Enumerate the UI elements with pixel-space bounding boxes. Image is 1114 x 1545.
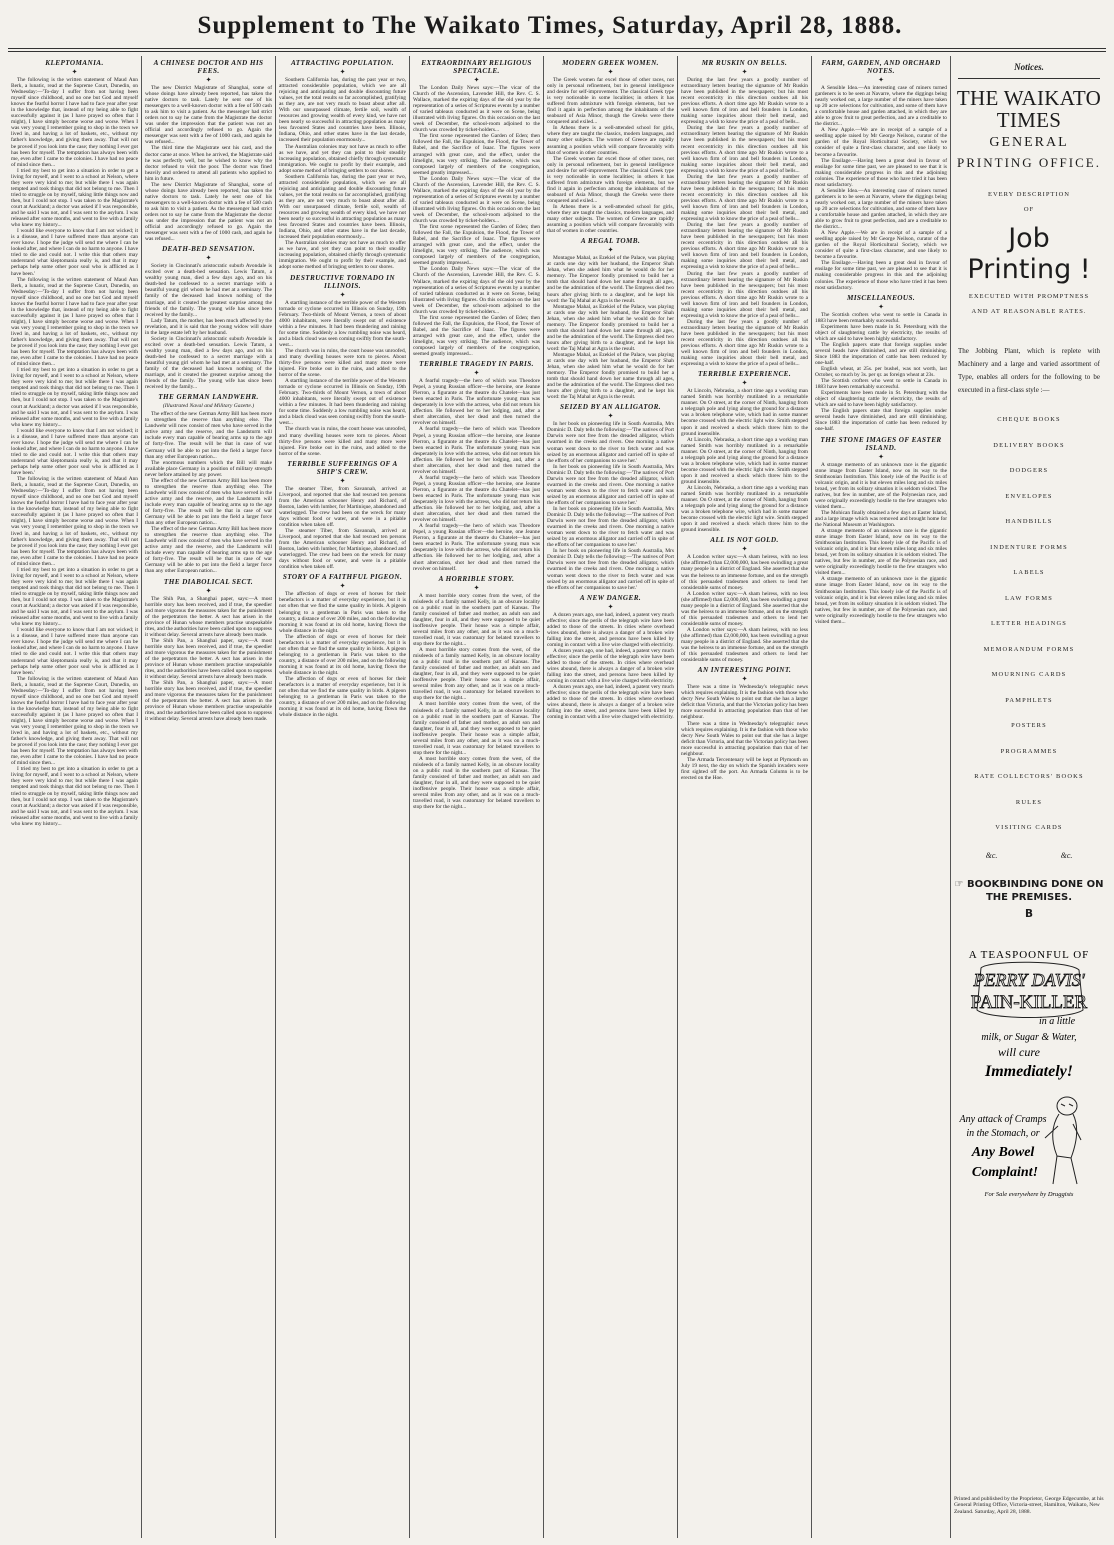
- masthead: [70, 12, 1030, 40]
- ad-line-6: Immediately!: [985, 1062, 1073, 1080]
- bookbinding-notice: [954, 878, 1104, 904]
- of-label: OF: [1023, 206, 1035, 213]
- job-printing-title: Job Printing !: [967, 223, 1091, 285]
- ad-line-7: Any attack of Cramps: [959, 1113, 1047, 1125]
- article-paragraph: The affection of dogs or even of horses for their benefactors is a matter of everyday experience, but it is not often that we find the same quality in birds. A pigeon belonging to a gentleman in Paris was taken to the country, a distance of over 200 miles, and on the following morning it was found at its old home, having flown the whole distance in the night.: [279, 591, 406, 634]
- ad-line-10: Complaint!: [971, 1164, 1039, 1180]
- rule: [958, 78, 1100, 79]
- article-paragraph: Montague Mahal, as Ezekiel of the Palace, was playing at cards one day with her husband, the Emperor Shah Jehan, when she asked him what he would do for her memory. The Emperor fondly promised to build her a tomb that should hand down her name through all ages, and be the admiration of the world. The Empress died two hours after giving birth to a daughter, and he kept his word: the Taj Mahal at Agra is the result.: [547, 303, 674, 352]
- ornament-divider: ✦: [205, 254, 212, 263]
- list-item: RATE COLLECTORS' BOOKS: [974, 773, 1084, 780]
- painkiller-ad-artwork: [959, 946, 1099, 1201]
- article-paragraph: In Athens there is a well-attended school for girls, where they are taught the classics, modern languages, and many other subjects. The women of Greece are rapidly assuming a position which will compare favourably with that of women in other countries.: [547, 203, 674, 235]
- article-heading: MODERN GREEK WOMEN.: [562, 59, 659, 67]
- executed-label: EXECUTED WITH PROMPTNESS: [968, 293, 1090, 300]
- article-heading: TERRIBLE EXPERIENCE.: [697, 370, 792, 379]
- article-heading: THE STONE IMAGES OF EASTER ISLAND.: [820, 435, 942, 452]
- ornament-divider: ✦: [878, 302, 884, 311]
- article-paragraph: Montague Mahal, as Ezekiel of the Palace, was playing at cards one day with her husband, the Emperor Shah Jehan, when she asked him what he would do for her memory. The Emperor fondly promised to build her a tomb that should hand down her name through all ages, and be the admiration of the world. The Empress died two hours after giving birth to a daughter, and he kept his word: the Taj Mahal at Agra is the result.: [547, 255, 674, 304]
- article-paragraph: A strange memento of an unknown race is the gigantic stone image from Easter Island, now on its way to the Smithsonian Institution. This lonely isle of the Pacific is of volcanic origin, and it is but eleven miles long and six miles broad, yet from its solitary situation it is seldom visited. The natives, but few in number, are of the Polynesian race, and were originally exceedingly hostile to the few strangers who visited them...: [815, 528, 947, 577]
- printing-office-label: PRINTING OFFICE.: [957, 155, 1101, 170]
- article-paragraph: The first scene represented the Garden of Eden; then followed the Fall, the Expulsion, the Flood, the Tower of Babel, and the Sacrifice of Isaac. The figures were arranged with great care, and the effect, under the limelight, was very striking. The audience, which was composed largely of members of the congregation, seemed greatly impressed...: [413, 224, 540, 267]
- list-item: ENVELOPES: [1005, 492, 1053, 500]
- list-item: PAMPHLETS: [1005, 696, 1053, 704]
- article-paragraph: The following is the written statement of Maud Ann Berk, a lunatic, read at the Supreme Court, Dunedin, on Wednesday:—'To-day I suffer from not having been myself since childhood, and no one but God and myself knows the fearful horror I have had to face year after year in the knowledge that, instead of my being able to fight successfully against it (as I have prayed so often that I might), I have simply become worse and worse. When I was very young I remember going to shop in the town we lived in, and having a lot of baskets, etc., without my father's knowledge, and giving them away. That will not be proved if you look into the case; they nothing I ever got has been for myself. The temptation has always been with me, even after I came to the colonies. I have had no peace of mind since then...: [11, 476, 138, 567]
- imprint: Printed and published by the Proprietor, George Edgecumbe, at his General Printing Office, Victoria-street, Hamilton, Waikato, New Zealand. Saturday, April 28, 1888.: [954, 1496, 1104, 1515]
- list-item: LAW FORMS: [1005, 594, 1053, 602]
- article-paragraph: There was a time in Wednesday's telegraphic news which requires explaining. It is the fashion with those who decry New South Wales to point out that she has a larger deficit than Victoria, and that the Victorian policy has been more successful in attracting population than that of her neighbour.: [681, 720, 808, 757]
- article-paragraph: The London Daily News says:—The vicar of the Church of the Ascension, Lavender Hill, the Rev. C. S. Wallace, marked the expiring days of the old year by the representation of a series of Scriptures events by a number of varied tableaux conducted as it were on Scene, being illustrated with living figures. On this occasion on the last week of December, the school-room adjoined to the church was crowded by ticket-holders...: [413, 175, 540, 225]
- article-paragraph: Lady Tatum, the mother, has been much affected by the revelation, and it is said that the young widow will share in the large estate left by her husband.: [145, 317, 272, 336]
- article-source: (Illustrated Naval and Military Gazette.): [162, 403, 255, 410]
- article-paragraph: The following is the written statement of Maud Ann Berk, a lunatic, read at the Supreme Court, Dunedin, on Wednesday:—'To-day I suffer from not having been myself since childhood, and no one but God and myself knows the fearful horror I have had to face year after year in the knowledge that, instead of my being able to fight successfully against it (as I have prayed so often that I might), I have simply become worse and worse. When I was very young I remember going to shop in the town we lived in, and having a lot of baskets, etc., without my father's knowledge, and giving them away. That will not be proved if you look into the case; they nothing I ever got has been for myself. The temptation has always been with me, even after I came to the colonies. I have had no peace of mind since then...: [11, 276, 138, 368]
- ornament-divider: ✦: [741, 675, 748, 684]
- article-paragraph: A strange memento of an unknown race is the gigantic stone image from Easter Island, now on its way to the Smithsonian Institution. This lonely isle of the Pacific is of volcanic origin, and it is but eleven miles long and six miles broad, yet from its solitary situation it is seldom visited. The natives, but few in number, are of the Polynesian race, and were originally exceedingly hostile to the few strangers who visited them...: [815, 576, 947, 625]
- article-paragraph: Montague Mahal, as Ezekiel of the Palace, was playing at cards one day with her husband, the Emperor Shah Jehan, when she asked him what he would do for her memory. The Emperor fondly promised to build her a tomb that should hand down her name through all ages, and be the admiration of the world. The Empress died two hours after giving birth to a daughter, and he kept his word: the Taj Mahal at Agra is the result.: [547, 351, 674, 401]
- article-paragraph: The first scene represented the Garden of Eden; then followed the Fall, the Expulsion, the Flood, the Tower of Babel, and the Sacrifice of Isaac. The figures were arranged with great care, and the effect, under the limelight, was very striking. The audience, which was composed largely of members of the congregation, seemed greatly impressed...: [413, 314, 540, 358]
- article-paragraph: In her book on pioneering life in South Australia, Mrs Dominic D. Daly tells the following:—'The natives of Port Darwin were not free from the dreaded alligator, which swarmed in the creeks and rivers. One morning a native woman went down to the river to fetch water and was seized by an enormous alligator and carried off in spite of the efforts of her companions to save her.': [547, 548, 674, 591]
- job-items-list: [954, 407, 1104, 841]
- column-7: [812, 56, 950, 1538]
- article-paragraph: The English papers state that foreign supplies under several heads have diminished, and are still diminishing. Since 1883 the importation of cattle has been reduced by one-half.: [815, 408, 947, 433]
- article-paragraph: The Scottish crofters who went to settle in Canada in 1883 have been remarkably successful.: [815, 378, 947, 391]
- etc-label: &c.: [1060, 850, 1073, 860]
- article-paragraph: Experiments have been made in St. Petersburg with the object of slaughtering cattle by electricity, the results of which are said to have been highly satisfactory.: [815, 323, 947, 342]
- article-paragraph: The Shih Pan, a Shanghai paper, says:—A most horrible story has been received, and if true, the speedier and more vigorous the measures taken for the punishment of the perpetrators the better. A sect has arisen in the province of Hunan whose members practise unspeakable rites, and the authorities have been called upon to suppress it without delay. Several arrests have already been made.: [145, 680, 272, 723]
- article-paragraph: A strange memento of an unknown race is the gigantic stone image from Easter Island, now on its way to the Smithsonian Institution. This lonely isle of the Pacific is of volcanic origin, and it is but eleven miles long and six miles broad, yet from its solitary situation it is seldom visited. The natives, but few in number, are of the Polynesian race, and were originally exceedingly hostile to the few strangers who visited them...: [815, 461, 947, 510]
- article-paragraph: During the last few years a goodly number of extraordinary letters bearing the signature of Mr Ruskin have been published in the newspapers; but his most recent eccentricity in this direction outdoes all his previous efforts. A short time ago Mr Ruskin wrote to a well known firm of iron and bell founders in London, making some inquiries about their bell metal, and expressing a wish to know the price of a peal of bells...: [681, 270, 808, 319]
- article-paragraph: There was a time in Wednesday's telegraphic news which requires explaining. It is the fashion with those who decry New South Wales to point out that she has a larger deficit than Victoria, and that the Victorian policy has been more successful in attracting population than that of her neighbour.: [681, 684, 808, 721]
- ornament-divider: ✦: [607, 412, 614, 421]
- ad-line-5: will cure: [998, 1044, 1040, 1059]
- article-paragraph: The affection of dogs or even of horses for their benefactors is a matter of everyday experience, but it is not often that we find the same quality in birds. A pigeon belonging to a gentleman in Paris was taken to the country, a distance of over 200 miles, and on the following morning it was found at its old home, having flown the whole distance in the night.: [279, 633, 406, 676]
- article-paragraph: The Scottish crofters who went to settle in Canada in 1883 have been remarkably successful.: [815, 311, 947, 324]
- article-paragraph: During the last few years a goodly number of extraordinary letters bearing the signature of Mr Ruskin have been published in the newspapers; but his most recent eccentricity in this direction outdoes all his previous efforts. A short time ago Mr Ruskin wrote to a well known firm of iron and bell founders in London, making some inquiries about their bell metal, and expressing a wish to know the price of a peal of bells...: [681, 77, 808, 126]
- article-paragraph: A Sensible Idea.—An interesting case of miners turned gardeners is to be seen at Navarre, where the diggings being nearly worked out, a large number of the miners have taken up 20 acre selections for cultivation, and some of them have a comfortable house and garden attached, in which they are able to grow fruit to great perfection, and are a creditable to the district...: [815, 85, 947, 128]
- doubled-over-man-illustration: [1045, 1097, 1081, 1184]
- article-heading: MR RUSKIN ON BELLS.: [701, 59, 788, 67]
- ornament-divider: ✦: [878, 452, 884, 461]
- ornament-divider: ✦: [473, 583, 480, 592]
- article-paragraph: I tried my best to get into a situation in order to get a living for myself, and I went to a school at Nelson, where they were very kind to me; but while there I was again tempted and took things that did not belong to me. Then I tried to struggle on by myself, taking little things now and then, but I could not stop. I was taken to the Magistrate's court at Auckland; a doctor was asked if I was responsible, and he said I was not, and I was sent to the asylum. I was released after some months, and went to live with a family who knew my history...: [11, 167, 138, 229]
- article-paragraph: The church was in ruins, the court house was unroofed, and many dwelling houses were torn to pieces. About thirty-five persons were killed and many more were injured. Fire broke out in the ruins, and added to the horror of the scene.: [279, 426, 406, 457]
- column-2: [142, 56, 275, 1538]
- ornament-divider: ✦: [607, 68, 614, 76]
- article-paragraph: The Ensilage.—Having been a great deal in favour of ensilage for some time past, we are pleased to see that it is making considerable progress in this and the adjoining colonies. The experience of those who have tried it has been most satisfactory.: [815, 157, 947, 188]
- ornament-divider: ✦: [339, 290, 346, 299]
- article-paragraph: At Lincoln, Nebraska, a short time ago a working man named Smith was horribly mutilated in a remarkable manner. On O street, at the corner of Ninth, hanging from a telegraph pole and lying along the ground for a distance was a broken telephone wire, which had in some manner become crossed with the electric light wire. Smith stepped upon it and received a shock which threw him to the ground insensible.: [681, 485, 808, 534]
- article-paragraph: A London writer says:—A sham heiress, with no less (she affirmed) than £2,000,000, has been swindling a great many people in a district of England. She asserted that she was the heiress to an immense fortune, and on the strength of this persuaded tradesmen and others to lend her considerable sums of money.: [681, 554, 808, 591]
- newspaper-name: THE WAIKATO TIMES: [956, 86, 1102, 132]
- article-paragraph: The effect of the new German Army Bill has been more to strengthen the reserve than anything else. The Landwehr will now consist of men who have served in the active army and the reserve, and the Landsturm will include every man capable of bearing arms up to the age of forty-five. The result will be that in case of war Germany will be able to put into the field a larger force than any other European nation...: [145, 411, 272, 460]
- article-heading: TERRIBLE SUFFERINGS OF A SHIP'S CREW.: [287, 459, 398, 476]
- article-paragraph: In her book on pioneering life in South Australia, Mrs Dominic D. Daly tells the following:—'The natives of Port Darwin were not free from the dreaded alligator, which swarmed in the creeks and rivers. One morning a native woman went down to the river to fetch water and was seized by an enormous alligator and carried off in spite of the efforts of her companions to save her.': [547, 421, 674, 464]
- article-paragraph: A startling instance of the terrible power of the Western tornado or cyclone occurred in Illinois on Sunday, 19th February. Two-thirds of Mount Vernon, a town of about 4000 inhabitants, were literally swept out of existence within a few minutes. It had been thundering and raining for some time. Suddenly a low rumbling noise was heard, and a black cloud was seen coming swiftly from the south-west...: [279, 378, 406, 427]
- article-paragraph: The steamer Tiber, from Savannah, arrived at Liverpool, and reported that she had rescued ten persons from the American schooner Henry and Richard, of Boston, laden with lumber, for Martinique, abandoned and waterlogged. The crew had been on the wreck for many days without food or water, and were in a pitiable condition when taken off.: [279, 528, 406, 571]
- ornament-divider: ✦: [741, 379, 748, 388]
- article-heading: FARM, GARDEN, AND ORCHARD NOTES.: [821, 59, 941, 75]
- ad-line-8: in the Stomach, or: [966, 1127, 1040, 1139]
- masthead-rule: [8, 48, 1106, 49]
- column-5: [544, 56, 677, 1538]
- article-heading: DEATH-BED SENSATION.: [161, 245, 256, 254]
- article-paragraph: I would like everyone to know that I am not wicked; it is a disease, and I have suffered more than anyone can ever know. I hope the judge will send me where I can be looked after, and where I can do no harm to anyone. I have tried to die and could not. I write this that others may understand what kleptomania really is, and that it may perhaps help some other poor soul who is afflicted as I have been.': [11, 427, 139, 477]
- bookbinding-text: BOOKBINDING DONE ON THE PREMISES.: [966, 878, 1104, 903]
- article-paragraph: The Australian colonies may not have as much to offer as we have, and yet they can point to their steadily increasing population, obtained chiefly through systematic immigration. We ought to profit by their example, and adopt some method of bringing settlers to our shores.: [279, 240, 406, 271]
- article-paragraph: A fearful tragedy—the hero of which was Theodore Pepel, a young Russian officer—the heroine, one Jeanne Pierron, a figurante at the theatre du Chatelet—has just been enacted in Paris. The unfortunate young man was desperately in love with the actress, who did not return his affection. He followed her to her lodging, and, after a short altercation, shot her dead and then turned the revolver on himself.: [413, 426, 540, 475]
- article-paragraph: The church was in ruins, the court house was unroofed, and many dwelling houses were torn to pieces. About thirty-five persons were killed and many more were injured. Fire broke out in the ruins, and added to the horror of the scene.: [279, 347, 406, 379]
- article-paragraph: During the last few years a goodly number of extraordinary letters bearing the signature of Mr Ruskin have been published in the newspapers; but his most recent eccentricity in this direction outdoes all his previous efforts. A short time ago Mr Ruskin wrote to a well known firm of iron and bell founders in London, making some inquiries about their bell metal, and expressing a wish to know the price of a peal of bells...: [681, 173, 808, 223]
- article-paragraph: Southern California has, during the past year or two, attracted considerable population, which we are all rejoicing and anticipating and double discounting future values, yet the total results so far accomplished, gratifying as they are, are not very much to boast about after all. With our unsurpassed climate, fertile soil, wealth of resources and growing wealth of every kind, we have not been nearly so successful in attracting population as many less favoured States and countries have been. Illinois, Indiana, Ohio, and other states have in the last decade, increased their population enormously...: [279, 173, 406, 241]
- ornament-divider: ✦: [473, 76, 480, 84]
- ornament-divider: ✦: [741, 545, 748, 554]
- article-paragraph: English wheat, at 25s. per bushel, was not worth, last October, so much by 3s. per qr. as foreign wheat at 23s.: [815, 366, 947, 379]
- article-paragraph: I would like everyone to know that I am not wicked; it is a disease, and I have suffered more than anyone can ever know. I hope the judge will send me where I can be looked after, and where I can do no harm to anyone. I have tried to die and could not. I write this that others may understand what kleptomania really is, and that it may perhaps help some other poor soul who is afflicted as I have been.': [11, 627, 139, 676]
- article-paragraph: I tried my best to get into a situation in order to get a living for myself, and I went to a school at Nelson, where they were very kind to me; but while there I was again tempted and took things that did not belong to me. Then I tried to struggle on by myself, taking little things now and then, but I could not stop. I was taken to the Magistrate's court at Auckland; a doctor was asked if I was responsible, and he said I was not, and I was sent to the asylum. I was released after some months, and went to live with a family who knew my history...: [11, 367, 138, 428]
- masthead-rule-2: [8, 51, 1106, 52]
- column-divider: [950, 56, 951, 1538]
- article-heading: A HORRIBLE STORY.: [438, 574, 515, 583]
- list-item: MEMORANDUM FORMS: [983, 645, 1075, 653]
- article-paragraph: A Sensible Idea.—An interesting case of miners turned gardeners is to be seen at Navarre, where the diggings being nearly worked out, a large number of the miners have taken up 20 acre selections for cultivation, and some of them have a comfortable house and garden attached, in which they are able to grow fruit to great perfection, and are a creditable to the district...: [815, 187, 947, 231]
- article-heading: THE DIABOLICAL SECT.: [163, 577, 254, 586]
- article-paragraph: The Greek women far excel those of other races, not only in personal refinement, but in general intelligence and desire for self-improvement. The classical Greek type is very noticeable in some localities; in others it has suffered from admixture with foreign elements, but we find it again in perfection among the inhabitants of the seaboard of Asia Minor, though the Greeks were there conquered and exiled...: [547, 155, 674, 204]
- list-item: CHEQUE BOOKS: [997, 416, 1061, 423]
- article-paragraph: The Ensilage.—Having been a great deal in favour of ensilage for some time past, we are pleased to see that it is making considerable progress in this and the adjoining colonies. The experience of those who have tried it has been most satisfactory.: [815, 260, 947, 291]
- article-paragraph: The Mohican finally obtained a few days at Easter Island, and a large image which was removed and brought home for the National Museum at Washington.: [815, 509, 947, 528]
- article-heading: EXTRAORDINARY RELIGIOUS SPECTACLE.: [421, 59, 532, 75]
- article-paragraph: A fearful tragedy—the hero of which was Theodore Pepel, a young Russian officer—the heroine, one Jeanne Pierron, a figurante at the theatre du Chatelet—has just been enacted in Paris. The unfortunate young man was desperately in love with the actress, who did not return his affection. He followed her to her lodging, and, after a short altercation, shot her dead and then turned the revolver on himself.: [413, 523, 540, 572]
- article-paragraph: A fearful tragedy—the hero of which was Theodore Pepel, a young Russian officer—the heroine, one Jeanne Pierron, a figurante at the theatre du Chatelet—has just been enacted in Paris. The unfortunate young man was desperately in love with the actress, who did not return his affection. He followed her to her lodging, and, after a short altercation, shot her dead and then turned the revolver on himself.: [413, 378, 540, 427]
- list-item: DELIVERY BOOKS: [993, 441, 1065, 449]
- article-paragraph: The Greek women far excel those of other races, not only in personal refinement, but in general intelligence and desire for self-improvement. The classical Greek type is very noticeable in some localities; in others it has suffered from admixture with foreign elements, but we find it again in perfection among the inhabitants of the seaboard of Asia Minor, though the Greeks were there conquered and exiled...: [547, 77, 674, 126]
- list-item: PROGRAMMES: [1000, 747, 1058, 755]
- article-paragraph: Society in Cincinnati's aristocratic suburb Avondale is excited over a death-bed sensation. Lewis Tatum, a wealthy young man, died a few days ago, and on his death-bed he confessed to a secret marriage with a beautiful young girl whom he had met at a seminary. The family of the deceased had known nothing of the marriage, and it created the greatest surprise among the friends of the family. The young wife has since been received by the family...: [145, 335, 272, 391]
- ornament-divider: ✦: [205, 76, 212, 84]
- article-heading: TERRIBLE TRAGEDY IN PARIS.: [419, 360, 534, 369]
- article-paragraph: The Shih Pan, a Shanghai paper, says:—A most horrible story has been received, and if true, the speedier and more vigorous the measures taken for the punishment of the perpetrators the better. A sect has arisen in the province of Hunan whose members practise unspeakable rites, and the authorities have been called upon to suppress it without delay. Several arrests have already been made.: [145, 637, 272, 681]
- article-heading: AN INTERESTING POINT.: [697, 666, 792, 675]
- list-item: LETTER HEADINGS: [990, 620, 1068, 627]
- article-paragraph: The following is the written statement of Maud Ann Berk, a lunatic, read at the Supreme Court, Dunedin, on Wednesday:—'To-day I suffer from not having been myself since childhood, and no one but God and myself knows the fearful horror I have had to face year after year in the knowledge that, instead of my being able to fight successfully against it (as I have prayed so often that I might), I have simply become worse and worse. When I was very young I remember going to shop in the town we lived in, and having a lot of baskets, etc., without my father's knowledge, and giving them away. That will not be proved if you look into the case; they nothing I ever got has been for myself. The temptation has always been with me, even after I came to the colonies. I have had no peace of mind since then...: [11, 675, 138, 767]
- article-heading: ALL IS NOT GOLD.: [710, 536, 779, 545]
- article-heading: A CHINESE DOCTOR AND HIS FEES.: [153, 59, 264, 75]
- list-item: RULES: [1015, 798, 1043, 806]
- article-paragraph: The Shih Pan, a Shanghai paper, says:—A most horrible story has been received, and if true, the speedier and more vigorous the measures taken for the punishment of the perpetrators the better. A sect has arisen in the province of Hunan whose members practise unspeakable rites, and the authorities have been called upon to suppress it without delay. Several arrests have already been made.: [145, 595, 272, 638]
- article-paragraph: The Armada Tercentenary will be kept at Plymouth on July 19 next, the day on which the Spanish invaders were first sighted off the port. An Armada Column is to be erected on the Hoe.: [681, 756, 808, 781]
- rates-label: AND AT REASONABLE RATES.: [971, 308, 1087, 315]
- article-heading: A REGAL TOMB.: [580, 237, 641, 246]
- article-paragraph: The third time the Magistrate sent his card, and the doctor came at once. When he arrived, the Magistrate said he was perfectly well, but he wished to know why the doctor refused to visit the poor. The doctor was fined heavily and ordered to attend all patients who applied to him in future.: [145, 145, 272, 182]
- article-paragraph: During the last few years a goodly number of extraordinary letters bearing the signature of Mr Ruskin have been published in the newspapers; but his most recent eccentricity in this direction outdoes all his previous efforts. A short time ago Mr Ruskin wrote to a well known firm of iron and bell founders in London, making some inquiries about their bell metal, and expressing a wish to know the price of a peal of bells...: [681, 222, 808, 271]
- ornament-divider: ✦: [339, 68, 346, 76]
- column-3: [276, 56, 409, 1538]
- article-paragraph: The new District Magistrate of Shanghai, some of whose doings have already been reported, has taken the native doctors to task. Lately he sent one of his messengers to a well-known doctor with a fee of 500 cash to ask him to visit a patient. As the messenger had strict orders not to say he came from the Magistrate the doctor was under the impression that the patient was not an official and accordingly refused to go. Again the messenger was sent with a fee of 1000 cash, and again he was refused...: [145, 85, 272, 146]
- article-heading: STORY OF A FAITHFUL PIGEON.: [282, 573, 403, 582]
- list-item: HANDBILLS: [1005, 518, 1053, 525]
- article-paragraph: A dozen years ago, one had, indeed, a patent very much effective; since the perils of the telegraph wire have been added to those of the streets. In cities where overhead wires abound, there is always a danger of a broken wire falling into the street, and persons have been killed by coming in contact with a live wire charged with electricity.: [547, 611, 674, 648]
- ornament-divider: ✦: [71, 68, 78, 76]
- article-paragraph: A fearful tragedy—the hero of which was Theodore Pepel, a young Russian officer—the heroine, one Jeanne Pierron, a figurante at the theatre du Chatelet—has just been enacted in Paris. The unfortunate young man was desperately in love with the actress, who did not return his affection. He followed her to her lodging, and, after a short altercation, shot her dead and then turned the revolver on himself.: [413, 474, 540, 524]
- article-paragraph: The London Daily News says:—The vicar of the Church of the Ascension, Lavender Hill, the Rev. C. S. Wallace, marked the expiring days of the old year by the representation of a series of Scriptures events by a number of varied tableaux conducted as it were on Scene, being illustrated with living figures. On this occasion on the last week of December, the school-room adjoined to the church was crowded by ticket-holders...: [413, 266, 540, 315]
- ornament-divider: ✦: [741, 68, 748, 76]
- article-paragraph: The new District Magistrate of Shanghai, some of whose doings have already been reported, has taken the native doctors to task. Lately he sent one of his messengers to a well-known doctor with a fee of 500 cash to ask him to visit a patient. As the messenger had strict orders not to say he came from the Magistrate the doctor was under the impression that the patient was not an official and accordingly refused to go. Again the messenger was sent with a fee of 1000 cash, and again he was refused...: [145, 181, 272, 243]
- article-paragraph: A London writer says:—A sham heiress, with no less (she affirmed) than £2,000,000, has been swindling a great many people in a district of England. She asserted that she was the heiress to an immense fortune, and on the strength of this persuaded tradesmen and others to lend her considerable sums of money.: [681, 626, 808, 664]
- list-item: VISITING CARDS: [995, 824, 1063, 831]
- ad-line-1: A TEASPOONFUL OF: [968, 948, 1090, 961]
- article-paragraph: In her book on pioneering life in South Australia, Mrs Dominic D. Daly tells the following:—'The natives of Port Darwin were not free from the dreaded alligator, which swarmed in the creeks and rivers. One morning a native woman went down to the river to fetch water and was seized by an enormous alligator and carried off in spite of the efforts of her companions to save her.': [547, 463, 674, 506]
- article-paragraph: In her book on pioneering life in South Australia, Mrs Dominic D. Daly tells the following:—'The natives of Port Darwin were not free from the dreaded alligator, which swarmed in the creeks and rivers. One morning a native woman went down to the river to fetch water and was seized by an enormous alligator and carried off in spite of the efforts of her companions to save her.': [547, 506, 674, 549]
- ad-brand-1: PERRY DAVIS': [973, 969, 1085, 990]
- article-heading: DESTRUCTIVE TORNADO IN ILLINOIS.: [290, 273, 395, 290]
- article-paragraph: The first scene represented the Garden of Eden; then followed the Fall, the Expulsion, the Flood, the Tower of Babel, and the Sacrifice of Isaac. The figures were arranged with great care, and the effect, under the limelight, was very striking. The audience, which was composed largely of members of the congregation, seemed greatly impressed...: [413, 133, 540, 176]
- jobbing-plant-description: The Jobbing Plant, which is replete with Machinery and a large and varied assortment of Type, enables all orders for the following to be executed in a first-class style :—: [958, 347, 1100, 394]
- article-paragraph: A London writer says:—A sham heiress, with no less (she affirmed) than £2,000,000, has been swindling a great many people in a district of England. She asserted that she was the heiress to an immense fortune, and on the strength of this persuaded tradesmen and others to lend her considerable sums of money.: [681, 590, 808, 627]
- article-paragraph: A most horrible story comes from the west, of the misdeeds of a family named Kelly, in an obscure locality on a public road in the southern part of Kansas. The family consisted of father and mother, an adult son and daughter, four in all, and they were supposed to be quiet inoffensive people. Their house was a simple affair, several miles from any other, and as it was on a much-travelled road, it was customary for belated travellers to stop there for the night...: [413, 592, 540, 647]
- article-paragraph: The English papers state that foreign supplies under several heads have diminished, and are still diminishing. Since 1883 the importation of cattle has been reduced by one-half.: [815, 341, 947, 366]
- ornament-divider: ✦: [607, 246, 614, 255]
- article-paragraph: The effect of the new German Army Bill has been more to strengthen the reserve than anything else. The Landwehr will now consist of men who have served in the active army and the reserve, and the Landsturm will include every man capable of bearing arms up to the age of forty-five. The result will be that in case of war Germany will be able to put into the field a larger force than any other European nation...: [145, 526, 272, 575]
- bookbinding-b: B: [1024, 907, 1033, 920]
- ad-line-3: in a little: [1038, 1015, 1076, 1027]
- article-paragraph: The Australian colonies may not have as much to offer as we have, and yet they can point to their steadily increasing population, obtained chiefly through systematic immigration. We ought to profit by their example, and adopt some method of bringing settlers to our shores.: [279, 143, 406, 174]
- article-paragraph: Experiments have been made in St. Petersburg with the object of slaughtering cattle by electricity, the results of which are said to have been highly satisfactory.: [815, 390, 947, 409]
- article-paragraph: The enormous numbers which the Bill will make available place Germany in a position of military strength never before attained by any power.: [145, 459, 272, 478]
- article-paragraph: During the last few years a goodly number of extraordinary letters bearing the signature of Mr Ruskin have been published in the newspapers; but his most recent eccentricity in this direction outdoes all his previous efforts. A short time ago Mr Ruskin wrote to a well known firm of iron and bell founders in London, making some inquiries about their bell metal, and expressing a wish to know the price of a peal of bells...: [681, 318, 808, 368]
- article-heading: SEIZED BY AN ALLIGATOR.: [560, 403, 661, 412]
- ad-line-4: milk, or Sugar & Water,: [981, 1031, 1077, 1043]
- every-description: EVERY DESCRIPTION: [988, 191, 1070, 198]
- list-item: LABELS: [1013, 569, 1045, 576]
- article-paragraph: A most horrible story comes from the west, of the misdeeds of a family named Kelly, in an obscure locality on a public road in the southern part of Kansas. The family consisted of father and mother, an adult son and daughter, four in all, and they were supposed to be quiet inoffensive people. Their house was a simple affair, several miles from any other, and as it was on a much-travelled road, it was customary for belated travellers to stop there for the night...: [413, 701, 540, 756]
- list-item: INDENTURE FORMS: [990, 543, 1068, 551]
- article-paragraph: A most horrible story comes from the west, of the misdeeds of a family named Kelly, in an obscure locality on a public road in the southern part of Kansas. The family consisted of father and mother, an adult son and daughter, four in all, and they were supposed to be quiet inoffensive people. Their house was a simple affair, several miles from any other, and as it was on a much-travelled road, it was customary for belated travellers to stop there for the night...: [413, 647, 540, 702]
- article-paragraph: The affection of dogs or even of horses for their benefactors is a matter of everyday experience, but it is not often that we find the same quality in birds. A pigeon belonging to a gentleman in Paris was taken to the country, a distance of over 200 miles, and on the following morning it was found at its old home, having flown the whole distance in the night.: [279, 676, 406, 719]
- article-paragraph: I tried my best to get into a situation in order to get a living for myself, and I went to a school at Nelson, where they were very kind to me; but while there I was again tempted and took things that did not belong to me. Then I tried to struggle on by myself, taking little things now and then, but I could not stop. I was taken to the Magistrate's court at Auckland; a doctor was asked if I was responsible, and he said I was not, and I was sent to the asylum. I was released after some months, and went to live with a family who knew my history...: [11, 566, 138, 628]
- article-paragraph: A dozen years ago, one had, indeed, a patent very much effective; since the perils of the telegraph wire have been added to those of the streets. In cities where overhead wires abound, there is always a danger of a broken wire falling into the street, and persons have been killed by coming in contact with a live wire charged with electricity.: [547, 647, 674, 685]
- column-1: [8, 56, 141, 1538]
- ornament-divider: ✦: [607, 602, 614, 611]
- article-paragraph: A New Apple.—We are in receipt of a sample of a seedling apple raised by Mr George Neilson, curator of the garden of the Royal Horticultural Society, which we consider of quite a first-class character, and one likely to become a favourite.: [815, 127, 947, 158]
- ornament-divider: ✦: [205, 586, 212, 595]
- article-heading: THE GERMAN LANDWEHR.: [158, 393, 259, 402]
- article-paragraph: The following is the written statement of Maud Ann Berk, a lunatic, read at the Supreme Court, Dunedin, on Wednesday:—'To-day I suffer from not having been myself since childhood, and no one but God and myself knows the fearful horror I have had to face year after year in the knowledge that, instead of my being able to fight successfully against it (as I have prayed so often that I might), I have simply become worse and worse. When I was very young I remember going to shop in the town we lived in, and having a lot of baskets, etc., without my father's knowledge, and giving them away. That will not be proved if you look into the case; they nothing I ever got has been for myself. The temptation has always been with me, even after I came to the colonies. I have had no peace of mind since then...: [11, 77, 138, 168]
- article-heading: MISCELLANEOUS.: [846, 293, 916, 302]
- article-paragraph: Southern California has, during the past year or two, attracted considerable population, which we are all rejoicing and anticipating and double discounting future values, yet the total results so far accomplished, gratifying as they are, are not very much to boast about after all. With our unsurpassed climate, fertile soil, wealth of resources and growing wealth of every kind, we have not been nearly so successful in attracting population as many less favoured States and countries have been. Illinois, Indiana, Ohio, and other states have in the last decade, increased their population enormously...: [279, 77, 406, 144]
- article-paragraph: The London Daily News says:—The vicar of the Church of the Ascension, Lavender Hill, the Rev. C. S. Wallace, marked the expiring days of the old year by the representation of a series of Scriptures events by a number of varied tableaux conducted as it were on Scene, being illustrated with living figures. On this occasion on the last week of December, the school-room adjoined to the church was crowded by ticket-holders...: [413, 85, 540, 134]
- article-paragraph: Society in Cincinnati's aristocratic suburb Avondale is excited over a death-bed sensation. Lewis Tatum, a wealthy young man, died a few days ago, and on his death-bed he confessed to a secret marriage with a beautiful young girl whom he had met at a seminary. The family of the deceased had known nothing of the marriage, and it created the greatest surprise among the friends of the family. The young wife has since been received by the family...: [145, 263, 272, 318]
- article-paragraph: In Athens there is a well-attended school for girls, where they are taught the classics, modern languages, and many other subjects. The women of Greece are rapidly assuming a position which will compare favourably with that of women in other countries.: [547, 125, 674, 156]
- etc-label: &c.: [985, 850, 998, 860]
- article-paragraph: A most horrible story comes from the west, of the misdeeds of a family named Kelly, in an obscure locality on a public road in the southern part of Kansas. The family consisted of father and mother, an adult son and daughter, four in all, and they were supposed to be quiet inoffensive people. Their house was a simple affair, several miles from any other, and as it was on a much-travelled road, it was customary for belated travellers to stop there for the night...: [413, 755, 540, 811]
- ornament-divider: ✦: [339, 476, 346, 485]
- ornament-divider: ✦: [473, 369, 480, 378]
- ad-sale-line: For Sale everywhere by Druggists: [984, 1190, 1074, 1198]
- page-title: Supplement to The Waikato Times, Saturday, April 28, 1888.: [197, 12, 903, 39]
- article-paragraph: The steamer Tiber, from Savannah, arrived at Liverpool, and reported that she had rescued ten persons from the American schooner Henry and Richard, of Boston, laden with lumber, for Martinique, abandoned and waterlogged. The crew had been on the wreck for many days without food or water, and were in a pitiable condition when taken off.: [279, 485, 406, 528]
- column-6: [678, 56, 811, 1538]
- article-paragraph: I tried my best to get into a situation in order to get a living for myself, and I went to a school at Nelson, where they were very kind to me; but while there I was again tempted and took things that did not belong to me. Then I tried to struggle on by myself, taking little things now and then, but I could not stop. I was taken to the Magistrate's court at Auckland; a doctor was asked if I was responsible, and he said I was not, and I was sent to the asylum. I was released after some months, and went to live with a family who knew my history...: [11, 766, 138, 827]
- article-heading: KLEPTOMANIA.: [45, 59, 104, 67]
- ad-brand-2: PAIN-KILLER: [970, 991, 1088, 1013]
- article-paragraph: During the last few years a goodly number of extraordinary letters bearing the signature of Mr Ruskin have been published in the newspapers; but his most recent eccentricity in this direction outdoes all his previous efforts. A short time ago Mr Ruskin wrote to a well known firm of iron and bell founders in London, making some inquiries about their bell metal, and expressing a wish to know the price of a peal of bells...: [681, 125, 808, 174]
- pointing-hand-icon: ☞: [954, 878, 964, 890]
- article-paragraph: At Lincoln, Nebraska, a short time ago a working man named Smith was horribly mutilated in a remarkable manner. On O street, at the corner of Ninth, hanging from a telegraph pole and lying along the ground for a distance was a broken telephone wire, which had in some manner become crossed with the electric light wire. Smith stepped upon it and received a shock which threw him to the ground insensible.: [681, 388, 808, 437]
- article-paragraph: I would like everyone to know that I am not wicked; it is a disease, and I have suffered more than anyone can ever know. I hope the judge will send me where I can be looked after, and where I can do no harm to anyone. I have tried to die and could not. I write this that others may understand what kleptomania really is, and that it may perhaps help some other poor soul who is afflicted as I have been.': [11, 228, 139, 277]
- notices-column: [954, 56, 1104, 1538]
- article-paragraph: The effect of the new German Army Bill has been more to strengthen the reserve than anything else. The Landwehr will now consist of men who have served in the active army and the reserve, and the Landsturm will include every man capable of bearing arms up to the age of forty-five. The result will be that in case of war Germany will be able to put into the field a larger force than any other European nation...: [145, 477, 272, 527]
- article-paragraph: A New Apple.—We are in receipt of a sample of a seedling apple raised by Mr George Neilson, curator of the garden of the Royal Horticultural Society, which we consider of quite a first-class character, and one likely to become a favourite.: [815, 230, 947, 261]
- article-heading: ATTRACTING POPULATION.: [290, 59, 395, 67]
- list-item: POSTERS: [1011, 722, 1047, 729]
- list-item: MOURNING CARDS: [991, 671, 1067, 678]
- ornament-divider: ✦: [339, 582, 346, 591]
- article-paragraph: At Lincoln, Nebraska, a short time ago a working man named Smith was horribly mutilated in a remarkable manner. On O street, at the corner of Ninth, hanging from a telegraph pole and lying along the ground for a distance was a broken telephone wire, which had in some manner become crossed with the electric light wire. Smith stepped upon it and received a shock which threw him to the ground insensible.: [681, 436, 808, 485]
- painkiller-advertisement: [959, 946, 1099, 1201]
- ornament-divider: ✦: [878, 76, 884, 84]
- article-heading: A NEW DANGER.: [579, 593, 642, 602]
- article-paragraph: A dozen years ago, one had, indeed, a patent very much effective; since the perils of the telegraph wire have been added to those of the streets. In cities where overhead wires abound, there is always a danger of a broken wire falling into the street, and persons have been killed by coming in contact with a live wire charged with electricity.: [547, 684, 674, 721]
- list-item: DODGERS: [1009, 467, 1049, 474]
- general-label: GENERAL: [989, 135, 1069, 150]
- notices-heading: Notices.: [1014, 62, 1044, 72]
- article-paragraph: A startling instance of the terrible power of the Western tornado or cyclone occurred in Illinois on Sunday, 19th February. Two-thirds of Mount Vernon, a town of about 4000 inhabitants, were literally swept out of existence within a few minutes. It had been thundering and raining for some time. Suddenly a low rumbling noise was heard, and a black cloud was seen coming swiftly from the south-west...: [279, 299, 406, 348]
- ad-line-9: Any Bowel: [971, 1144, 1035, 1160]
- column-4: [410, 56, 543, 1538]
- etc-row: [954, 851, 1104, 860]
